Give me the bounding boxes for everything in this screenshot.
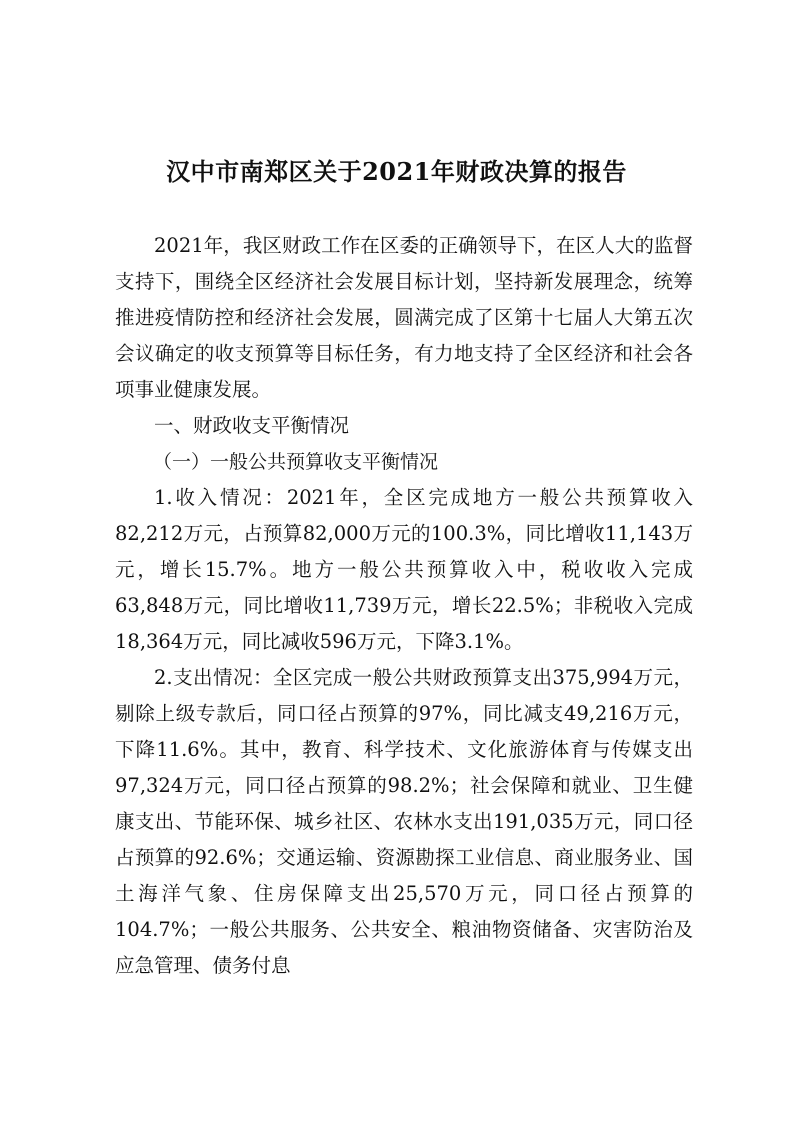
intro-paragraph: 2021年，我区财政工作在区委的正确领导下，在区人大的监督支持下，围绕全区经济社会发展目标计划，坚持新发展理念，统筹推进疫情防控和经济社会发展，圆满完成了区第十七届人大第五次会议确定的收支预算等目标任务，有力地支持了全区经济和社会各项事业健康发展。 xyxy=(115,234,693,401)
document-title: 汉中市南郑区关于2021年财政决算的报告 xyxy=(166,157,627,187)
income-paragraph: 1.收入情况：2021年，全区完成地方一般公共预算收入82,212万元，占预算82,000万元的100.3%，同比增收11,143万元，增长15.7%。地方一般公共预算收入中，税收收入完成63,848万元，同比增收11,739万元，增长22.5%；非税收入完成18,364万元，同比减收596万元，下降3.1%。 xyxy=(115,486,693,653)
expense-paragraph: 2.支出情况：全区完成一般公共财政预算支出375,994万元，剔除上级专款后，同口径占预算的97%，同比减支49,216万元，下降11.6%。其中，教育、科学技术、文化旅游体育与传媒支出97,324万元，同口径占预算的98.2%；社会保障和就业、卫生健康支出、节能环保、城乡社区、农林水支出191,035万元，同口径占预算的92.6%；交通运输、资源勘探工业信息、商业服务业、国土海洋气象、住房保障支出25,570万元，同口径占预算的104.7%；一般公共服务、公共安全、粮油物资储备、灾害防治及应急管理、债务付息 xyxy=(115,666,693,977)
section-heading-fiscal-balance: 一、财政收支平衡情况 xyxy=(154,414,350,437)
subsection-heading-general-budget: （一）一般公共预算收支平衡情况 xyxy=(153,451,439,473)
document-body xyxy=(115,228,693,984)
